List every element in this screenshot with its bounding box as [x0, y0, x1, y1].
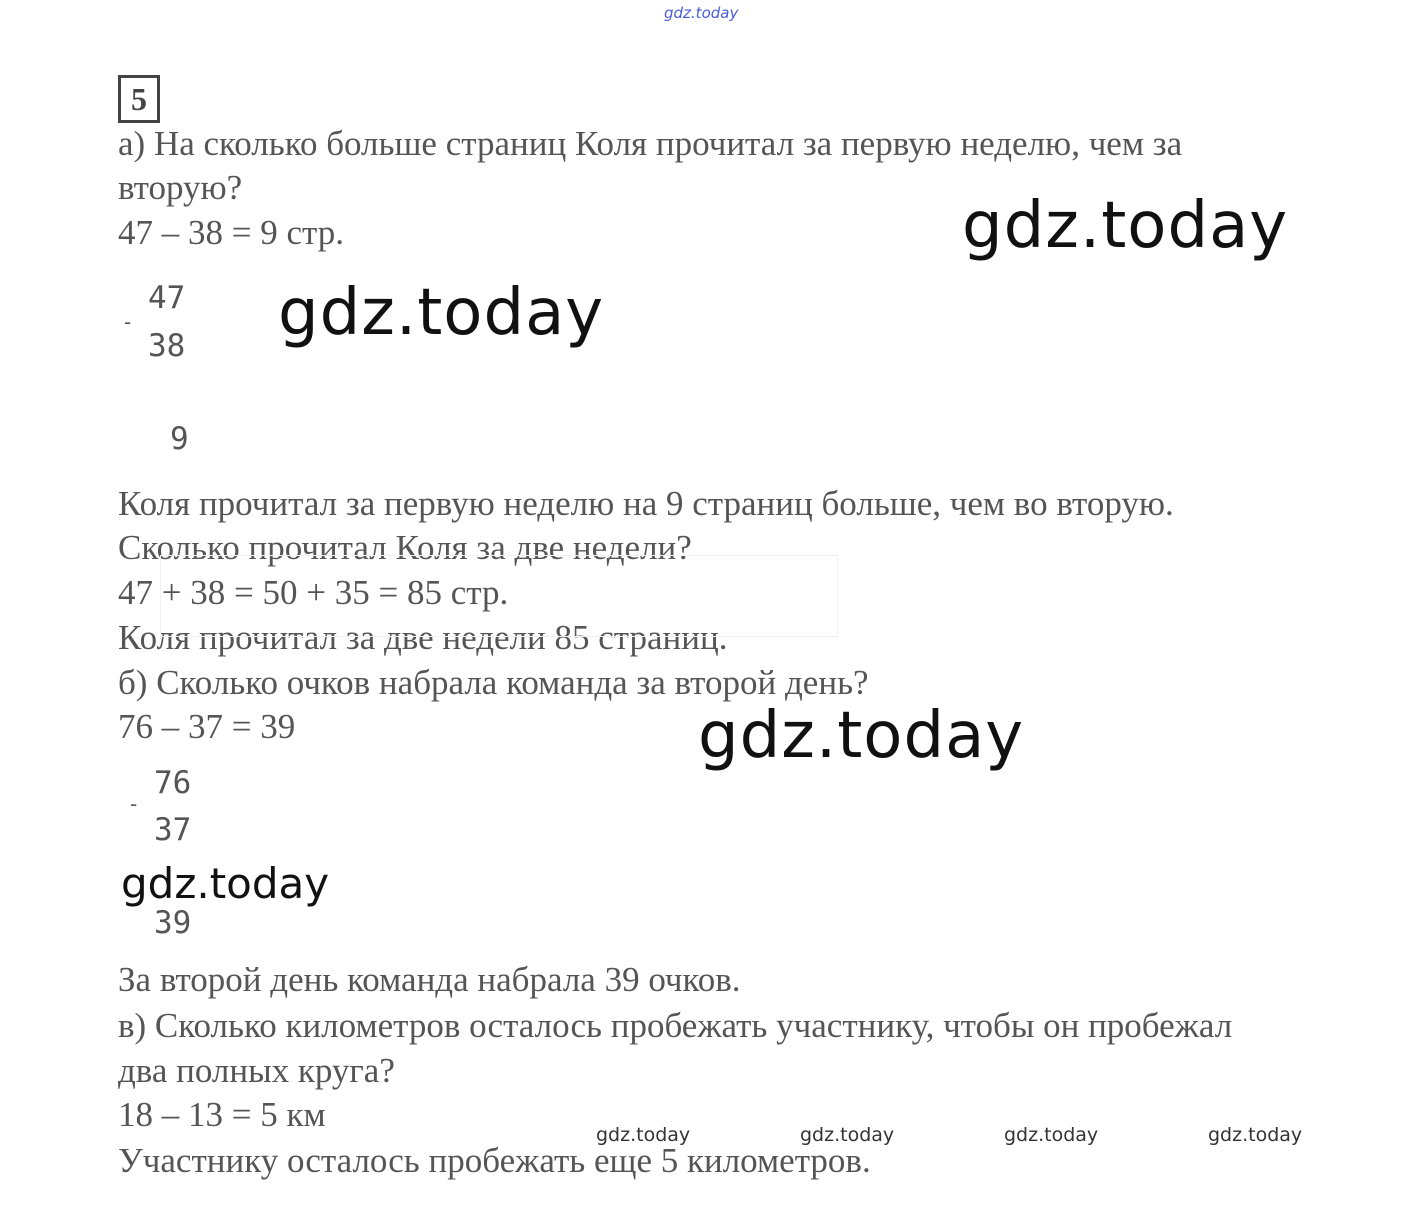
watermark-small: gdz.today — [1208, 1124, 1303, 1146]
watermark-medium: gdz.today — [121, 859, 330, 908]
watermark-large: gdz.today — [962, 189, 1289, 263]
part-a-question-line1: а) На сколько больше страниц Коля прочитал за первую неделю, чем за — [118, 124, 1183, 163]
watermark-large: gdz.today — [278, 276, 605, 350]
part-a-column-result: 9 — [170, 421, 189, 457]
header-watermark: gdz.today — [664, 4, 739, 22]
part-b-column-top: 76 — [154, 765, 192, 801]
part-b-answer: За второй день команда набрала 39 очков. — [118, 960, 741, 999]
watermark-small: gdz.today — [596, 1124, 691, 1146]
task-number: 5 — [118, 75, 160, 123]
part-b-equation: 76 – 37 = 39 — [118, 707, 296, 746]
part-a-equation: 47 – 38 = 9 стр. — [118, 213, 344, 252]
part-c-question-line2: два полных круга? — [118, 1051, 395, 1090]
part-a-answer2: Коля прочитал за две недели 85 страниц. — [118, 618, 728, 657]
part-a-column-sign: - — [124, 310, 132, 334]
part-b-column-sign: - — [130, 792, 138, 816]
part-a-column-top: 47 — [148, 280, 186, 316]
scan-artifact — [160, 555, 838, 637]
watermark-large: gdz.today — [698, 699, 1025, 773]
part-c-equation: 18 – 13 = 5 км — [118, 1095, 326, 1134]
part-a-column-bottom: 38 — [148, 328, 186, 364]
part-a-question-line2: вторую? — [118, 168, 243, 207]
part-b-column-result: 39 — [154, 905, 192, 941]
watermark-small: gdz.today — [1004, 1124, 1099, 1146]
part-a-question2: Сколько прочитал Коля за две недели? — [118, 528, 692, 567]
part-a-answer: Коля прочитал за первую неделю на 9 страниц больше, чем во вторую. — [118, 484, 1174, 523]
part-b-question: б) Сколько очков набрала команда за второй день? — [118, 663, 869, 702]
part-c-answer: Участнику осталось пробежать еще 5 километров. — [118, 1141, 871, 1180]
part-b-column-bottom: 37 — [154, 812, 192, 848]
part-a-equation2: 47 + 38 = 50 + 35 = 85 стр. — [118, 573, 509, 612]
part-c-question-line1: в) Сколько километров осталось пробежать участнику, чтобы он пробежал — [118, 1006, 1233, 1045]
watermark-small: gdz.today — [800, 1124, 895, 1146]
